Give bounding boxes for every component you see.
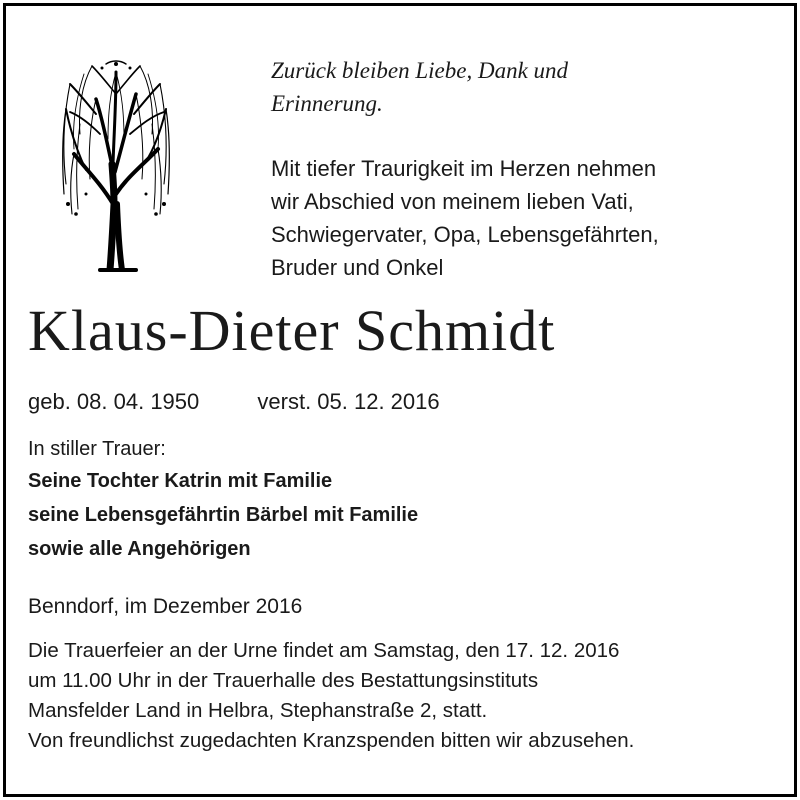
funeral-line: Mansfelder Land in Helbra, Stephanstraße 2, statt. — [28, 699, 488, 722]
mourner-line: sowie alle Angehörigen — [28, 538, 251, 560]
mourner-line: Seine Tochter Katrin mit Familie — [28, 470, 333, 492]
intro-text — [271, 152, 771, 284]
motto-line: Zurück bleiben Liebe, Dank und — [271, 58, 569, 83]
motto-line: Erinnerung. — [271, 91, 383, 116]
deceased-name: Klaus-Dieter Schmidt — [28, 298, 556, 363]
death-date: verst. 05. 12. 2016 — [257, 389, 440, 414]
motto-text — [271, 54, 751, 120]
place-and-date: Benndorf, im Dezember 2016 — [28, 595, 303, 618]
birth-date: geb. 08. 04. 1950 — [28, 389, 200, 414]
funeral-line: Die Trauerfeier an der Urne findet am Samstag, den 17. 12. 2016 — [28, 639, 620, 662]
intro-line: Schwiegervater, Opa, Lebensgefährten, — [271, 222, 659, 247]
mourners-list — [28, 464, 418, 566]
funeral-line: um 11.00 Uhr in der Trauerhalle des Bestattungsinstituts — [28, 669, 539, 692]
mourner-line: seine Lebensgefährtin Bärbel mit Familie — [28, 504, 419, 526]
obituary-notice — [3, 3, 797, 797]
funeral-line: Von freundlichst zugedachten Kranzspenden bitten wir abzusehen. — [28, 729, 635, 752]
life-dates — [28, 386, 440, 418]
intro-line: Mit tiefer Traurigkeit im Herzen nehmen — [271, 156, 657, 181]
intro-line: wir Abschied von meinem lieben Vati, — [271, 189, 634, 214]
funeral-details — [28, 636, 788, 756]
mourners-label: In stiller Trauer: — [28, 438, 166, 460]
weeping-willow-tree-icon — [56, 54, 174, 272]
intro-line: Bruder und Onkel — [271, 255, 444, 280]
